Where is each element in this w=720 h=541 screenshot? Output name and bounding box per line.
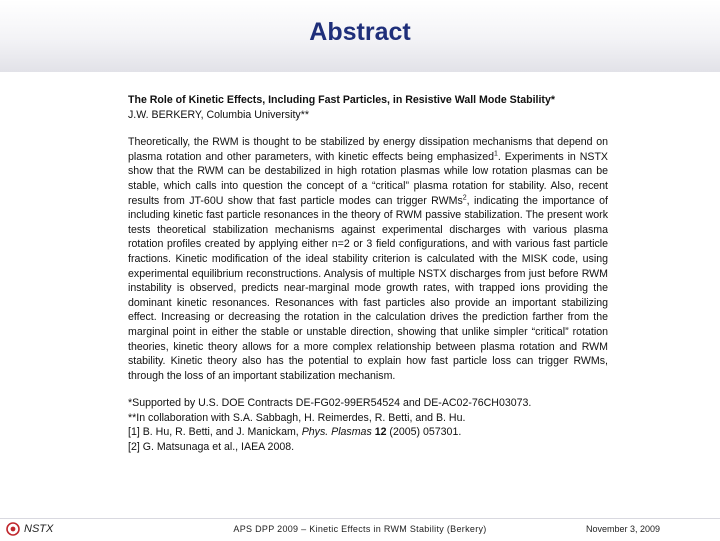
reference-mark-2: 2	[462, 194, 467, 202]
body-part-3: , indicating the importance of including kinetic fast particle resonances in the theory of RWM passive stabilization. The present work tests theoretical stabilization mechanisms against experimental discharges with various plasma rotation profiles created by applying either n=2 or 3 field configurations, and with various fast particle fractions. Kinetic modification of the ideal stability criterion is calculated with the MISK code, using experimental equilibrium reconstructions. Analysis of multiple NSTX discharges from just before RWM instability is observed, predicts near-marginal mode growth rates, with trapped ions providing the dominant kinetic resonances. Resonances with fast particles also provide an important stabilizing effect. Increasing or decreasing the rotation in the calculation drives the prediction farther from the marginal point in either the stable or unstable direction, showing that unlike simpler “critical” rotation theories, kinetic theory allows for a more complex relationship between plasma rotation and RWM stability. Kinetic theory also has the potential to explain how fast particle loss can trigger RWMs, through the loss of an important stabilization mechanism.	[128, 194, 608, 382]
abstract-author: J.W. BERKERY, Columbia University**	[128, 108, 309, 121]
body-part-1: Theoretically, the RWM is thought to be stabilized by energy dissipation mechanisms that depend on plasma rotation and other parameters, with kinetic effects being emphasized	[128, 136, 608, 163]
reference-1-authors: [1] B. Hu, R. Betti, and J. Manickam,	[128, 426, 302, 439]
slide-title: Abstract	[309, 18, 411, 46]
abstract-body	[128, 135, 608, 383]
abstract-title: The Role of Kinetic Effects, Including Fast Particles, in Resistive Wall Mode Stability*	[128, 94, 555, 106]
reference-mark-1: 1	[494, 150, 498, 158]
logo-text: NSTX	[24, 523, 54, 535]
abstract-block	[128, 93, 608, 455]
footer-date: November 3, 2009	[585, 524, 660, 534]
body-part-2: . Experiments in NSTX show that the RWM can be destabilized in high rotation plasmas while low rotation plasmas can be stable, which calls into question the concept of a “critical” plasma rotation for stability. Also, recent results from JT-60U show that fast particle modes can trigger RWMs	[128, 150, 608, 207]
nstx-logo-icon	[6, 522, 20, 536]
footer	[0, 518, 720, 541]
reference-2: [2] G. Matsunaga et al., IAEA 2008.	[128, 441, 295, 454]
support-note: *Supported by U.S. DOE Contracts DE-FG02-99ER54524 and DE-AC02-76CH03073.	[128, 397, 532, 410]
collaboration-note: **In collaboration with S.A. Sabbagh, H. Reimerdes, R. Betti, and B. Hu.	[128, 411, 466, 424]
reference-1	[128, 425, 608, 440]
reference-1-pages: (2005) 057301.	[386, 426, 462, 439]
reference-1-volume: 12	[371, 426, 387, 439]
reference-1-journal: Phys. Plasmas	[301, 426, 372, 439]
footer-presentation-title: APS DPP 2009 – Kinetic Effects in RWM Stability (Berkery)	[233, 524, 487, 534]
